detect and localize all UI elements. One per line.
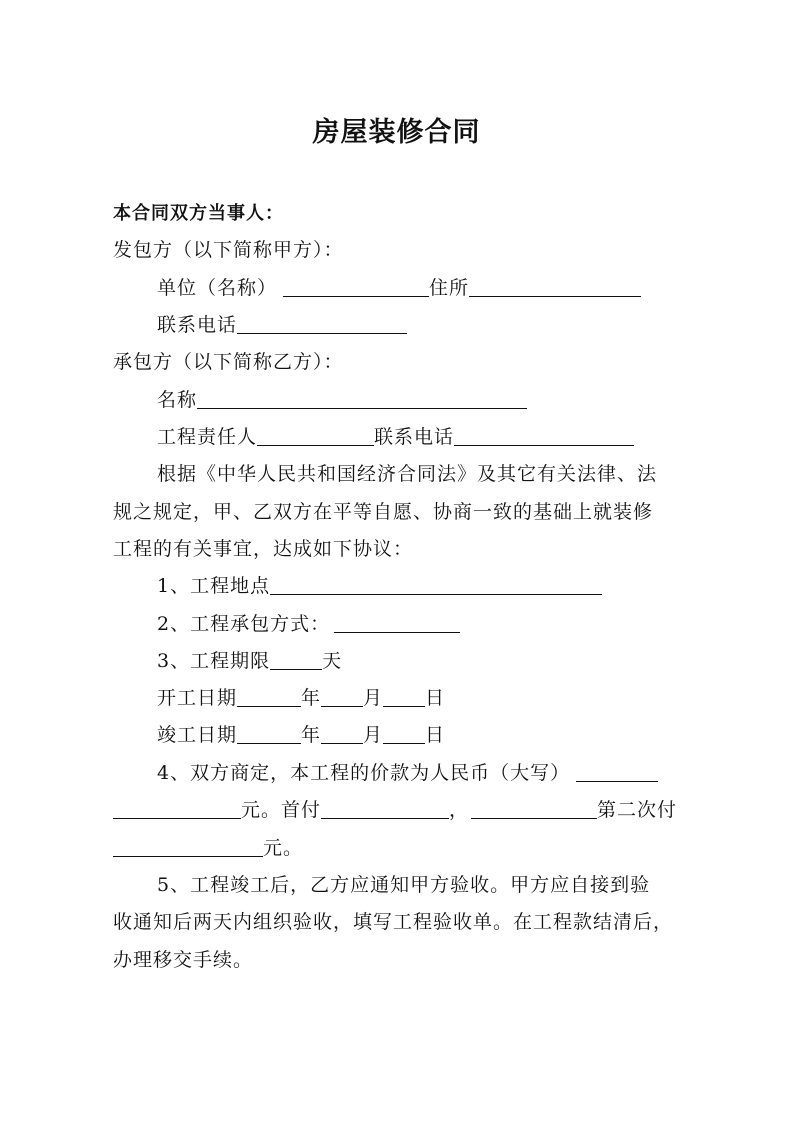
price-amount-blank[interactable]: [113, 798, 241, 819]
manager-label: 工程责任人: [157, 426, 258, 448]
party-b-name-row: [157, 387, 527, 413]
preamble-line-3: 工程的有关事宜，达成如下协议：: [113, 538, 414, 560]
name-label: 名称: [157, 389, 198, 411]
start-month-blank[interactable]: [321, 686, 363, 707]
party-a-phone-row: [157, 312, 407, 338]
party-b-phone-blank[interactable]: [454, 425, 634, 446]
first-payment-extra-blank[interactable]: [471, 798, 597, 819]
clause-1-label: 1、工程地点: [157, 575, 271, 597]
page-title: 房屋装修合同: [312, 117, 481, 148]
clause-1-row: [157, 573, 602, 599]
year-label: 年: [301, 724, 322, 746]
start-date-label: 开工日期: [157, 687, 238, 709]
clause-4-payment-row: [113, 797, 677, 823]
address-label: 住所: [429, 277, 470, 299]
clause-4-text: 4、双方商定，本工程的价款为人民币（大写）: [157, 762, 571, 784]
month-label: 月: [363, 724, 384, 746]
location-blank[interactable]: [270, 574, 602, 595]
preamble-line-2: 规之规定，甲、乙双方在平等自愿、协商一致的基础上就装修: [113, 501, 654, 523]
days-unit: 天: [322, 650, 343, 672]
comma: ，: [449, 799, 470, 821]
clause-4-end-row: [113, 835, 303, 861]
end-date-row: [157, 722, 445, 748]
day-label: 日: [425, 687, 446, 709]
start-year-blank[interactable]: [237, 686, 301, 707]
parties-heading: 本合同双方当事人：: [113, 203, 284, 224]
contract-mode-blank[interactable]: [334, 612, 460, 633]
address-blank[interactable]: [469, 276, 641, 297]
unit-blank[interactable]: [283, 276, 429, 297]
day-label: 日: [425, 724, 446, 746]
end-day-blank[interactable]: [383, 723, 425, 744]
yuan-first-label: 元。首付: [241, 799, 322, 821]
yuan-end-label: 元。: [263, 837, 304, 859]
month-label: 月: [363, 687, 384, 709]
second-payment-blank[interactable]: [113, 836, 263, 857]
party-a-unit-row: [157, 275, 641, 301]
clause-2-row: [157, 611, 460, 637]
first-payment-blank[interactable]: [321, 798, 449, 819]
year-label: 年: [301, 687, 322, 709]
party-b-name-blank[interactable]: [197, 388, 527, 409]
preamble-line-1: 根据《中华人民共和国经济合同法》及其它有关法律、法: [157, 463, 658, 485]
end-date-label: 竣工日期: [157, 724, 238, 746]
end-year-blank[interactable]: [237, 723, 301, 744]
unit-label: 单位（名称）: [157, 277, 278, 299]
price-uppercase-blank[interactable]: [576, 761, 658, 782]
manager-blank[interactable]: [257, 425, 374, 446]
clause-3-label: 3、工程期限: [157, 650, 271, 672]
party-a-phone-blank[interactable]: [237, 313, 407, 334]
end-month-blank[interactable]: [321, 723, 363, 744]
party-a-heading: 发包方（以下简称甲方）：: [113, 239, 344, 261]
second-payment-label: 第二次付: [597, 799, 678, 821]
clause-5-line-3: 办理移交手续。: [113, 949, 254, 971]
party-b-phone-label: 联系电话: [374, 426, 455, 448]
phone-label: 联系电话: [157, 314, 238, 336]
party-b-heading: 承包方（以下简称乙方）：: [113, 351, 344, 373]
clause-2-label: 2、工程承包方式：: [157, 613, 331, 635]
clause-5-line-1: 5、工程竣工后，乙方应通知甲方验收。甲方应自接到验: [157, 874, 651, 896]
duration-blank[interactable]: [270, 649, 322, 670]
clause-4-row: [157, 760, 658, 786]
start-day-blank[interactable]: [383, 686, 425, 707]
clause-3-row: [157, 648, 342, 674]
start-date-row: [157, 685, 445, 711]
clause-5-line-2: 收通知后两天内组织验收，填写工程验收单。在工程款结清后，: [113, 911, 674, 933]
party-b-manager-row: [157, 424, 634, 450]
